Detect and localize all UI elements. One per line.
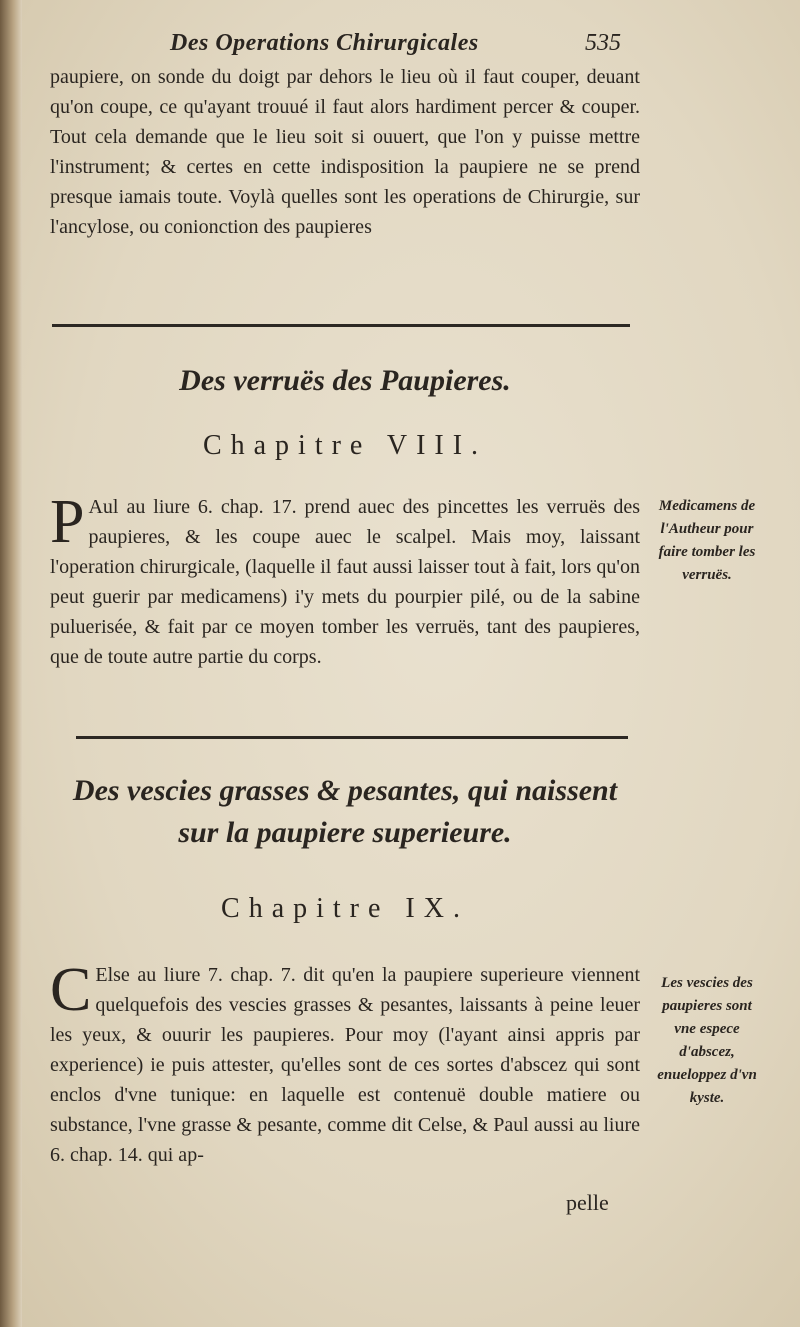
binding-gutter (0, 0, 22, 1327)
paragraph-continuation: paupiere, on sonde du doigt par dehors le lieu où il faut couper, deuant qu'on coupe, ce qu'ayant trouué il faut alors hardiment percer & couper. Tout cela demande que le lieu soit si ouuert, que l'on y puisse mettre l'instrument; & certes en cette indisposition la paupiere ne se prend presque iamais toute. Voylà quelles sont les operations de Chirurgie, sur l'ancylose, ou conionction des paupieres (50, 66, 640, 238)
page-number: 535 (585, 30, 621, 56)
page-header (50, 30, 650, 64)
drop-cap: P (50, 488, 85, 556)
section-title-line: Des vescies grasses & pesantes, qui naissent (72, 774, 618, 807)
chapter-8-text (50, 488, 640, 672)
margin-note-vescies: Les vescies des paupieres sont vne espece d'abscez, enueloppez d'vn kyste. (657, 975, 757, 1106)
chapter-8-body: Aul au liure 6. chap. 17. prend auec des pincettes les verruës des paupieres, & les coupe auec le scalpel. Mais moy, laissant l'operation chirurgicale, (laquelle il faut aussi laisser tout à fait, lors qu'on peut guerir par medicamens) i'y mets du pourpier pilé, ou de la sabine puluerisée, & fait par ce moyen tomber les verruës, tant des paupieres, que de toute autre partie du corps. (50, 496, 640, 668)
section-title-line: sur la paupiere superieure. (178, 816, 512, 849)
chapter-heading-8: Chapitre VIII. (202, 430, 488, 461)
catchword: pelle (566, 1190, 609, 1215)
margin-note-medicamens: Medicamens de l'Autheur pour faire tomber les verruës. (658, 498, 756, 583)
section-title-verrues: Des verruës des Paupieres. (179, 364, 511, 397)
chapter-9-text (50, 956, 640, 1170)
chapter-heading-9: Chapitre IX. (221, 893, 469, 924)
section-divider (76, 736, 628, 739)
section-divider (52, 324, 630, 327)
section-title-vescies (50, 770, 640, 854)
chapter-9-body: Else au liure 7. chap. 7. dit qu'en la paupiere superieure viennent quelquefois des vescies grasses & pesantes, laissants à peine leuer les yeux, & ouurir les paupieres. Pour moy (l'ayant ainsi appris par experience) ie puis attester, qu'elles sont de ces sortes d'abscez qui sont enclos d'vne tunique: en laquelle est contenuë double matiere ou substance, l'vne grasse & pesante, comme dit Celse, & Paul aussi au liure 6. chap. 14. qui ap- (50, 964, 640, 1166)
drop-cap: C (50, 956, 92, 1024)
running-title: Des Operations Chirurgicales (170, 30, 479, 56)
